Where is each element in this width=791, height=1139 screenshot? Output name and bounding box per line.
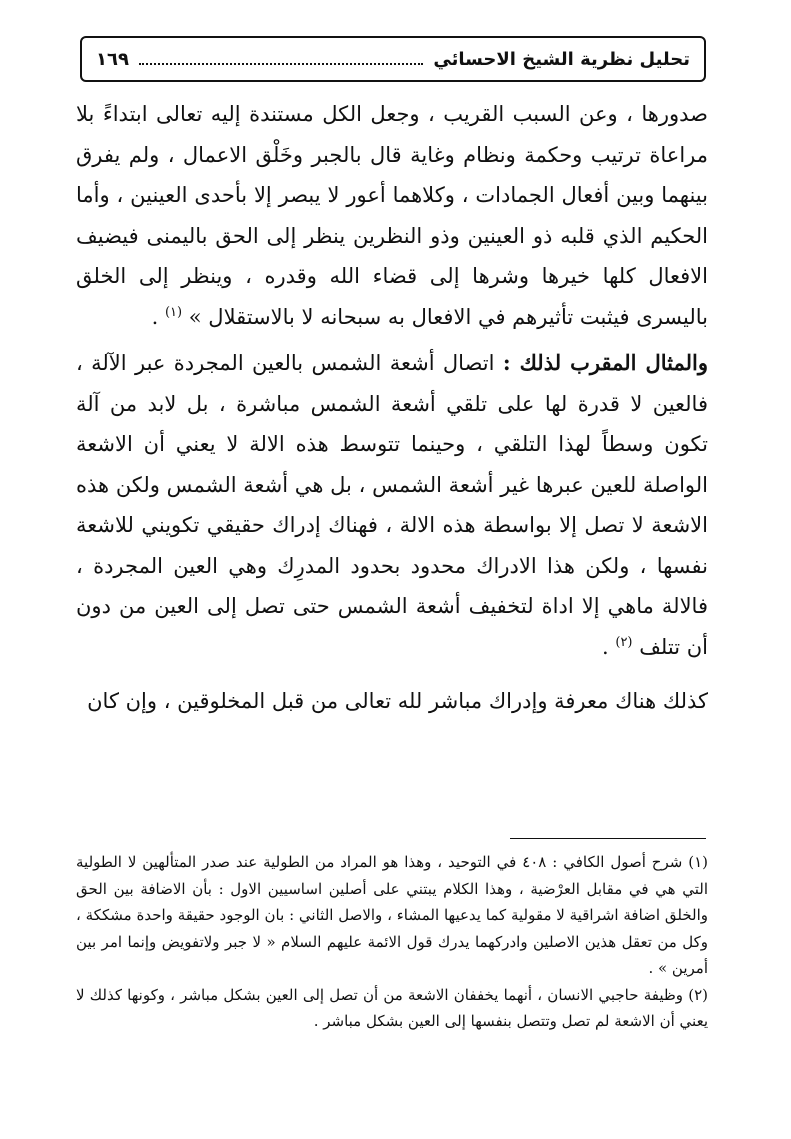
paragraph-1-text: صدورها ، وعن السبب القريب ، وجعل الكل مستندة إليه تعالى ابتداءً بلا مراعاة ترتيب وحكمة ونظام وغاية قال بالجبر وخَلْق الاعمال ، ولم يفرق بينهما وبين أفعال الجمادات ، وكلاهما أعور لا يبصر إلا بأحدى العينين ، وأما الحكيم الذي قلبه ذو العينين وذو النظرين ينظر إلى الحق باليمنى فيضيف الافعال كلها خيرها وشرها إلى قضاء الله وقدره ، وينظر إلى الخلق باليسرى فيثبت تأثيرهم في الافعال به سبحانه لا بالاستقلال » xyxy=(76,102,708,329)
paragraph-1 xyxy=(76,94,708,337)
paragraph-1-end: . xyxy=(151,304,159,329)
footnote-ref-2: (٢) xyxy=(615,634,633,650)
footnote-divider xyxy=(510,838,706,839)
header-dot-leader xyxy=(139,63,423,65)
paragraph-2-end: . xyxy=(601,634,609,659)
footnotes xyxy=(76,849,708,1035)
main-text xyxy=(76,94,708,722)
paragraph-2-text: اتصال أشعة الشمس بالعين المجردة عبر الآلة ، فالعين لا قدرة لها على تلقي أشعة الشمس مباشرة ، بل لابد من آلة تكون وسطاً لهذا التلقي ، وحينما تتوسط هذه الالة لا يعني أن الاشعة الواصلة للعين عبرها غير أشعة الشمس ، بل هي أشعة الشمس ولكن هذه الاشعة لا تصل إلا بواسطة هذه الالة ، فهناك إدراك حقيقي تكويني للاشعة نفسها ، ولكن هذا الادراك محدود بحدود المدرِك وهي العين المجردة ، فالالة ماهي إلا اداة لتخفيف أشعة الشمس حتى تصل إلى العين من دون أن تتلف xyxy=(76,351,708,659)
paragraph-2 xyxy=(76,343,708,667)
page-number: ١٦٩ xyxy=(96,48,129,70)
footnote-1: (١) شرح أصول الكافي : ٤٠٨ في التوحيد ، وهذا هو المراد من الطولية عند صدر المتألهين لا الطولية التي هي في مقابل العرْضية ، وهذا الكلام يبتني على أصلين اساسيين الاول : بأن الاضافة بين الحق والخلق اضافة اشراقية لا مقولية كما يدعيها المشاء ، والاصل الثاني : بان الوجود حقيقة واحدة مشككة ، وكل من تعقل هذين الاصلين وادركهما يدرك قول الائمة عليهم السلام « لا جبر ولاتفويض وإنما امر بين أمرين » . xyxy=(76,853,708,977)
footnote-2: (٢) وظيفة حاجبي الانسان ، أنهما يخففان الاشعة من أن تصل إلى العين بشكل مباشر ، وكونها كذلك لا يعني أن الاشعة لم تصل وتتصل بنفسها إلى العين بشكل مباشر . xyxy=(76,985,708,1030)
running-header xyxy=(80,36,706,82)
header-title: تحليل نظرية الشيخ الاحسائي xyxy=(433,48,690,70)
paragraph-2-lead: والمثال المقرب لذلك : xyxy=(502,350,708,375)
footnote-ref-1: (١) xyxy=(164,304,183,320)
paragraph-3: كذلك هناك معرفة وإدراك مباشر لله تعالى من قبل المخلوقين ، وإن كان xyxy=(87,689,708,713)
